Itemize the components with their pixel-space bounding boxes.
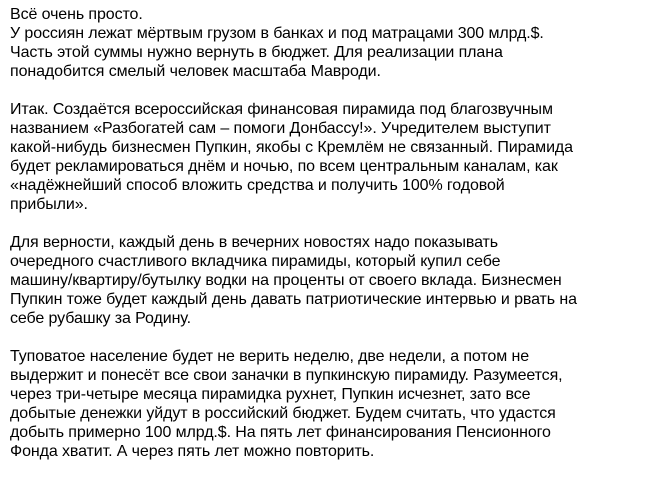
text-line: добытые денежки уйдут в российский бюджет. Будем считать, что удастся [10,405,556,422]
paragraph-outcome [10,347,642,461]
text-line: Пупкин тоже будет каждый день давать патриотические интервью и рвать на [10,291,577,308]
text-line: Туповатое население будет не верить неделю, две недели, а потом не [10,348,529,365]
text-line: Для верности, каждый день в вечерних новостях надо показывать [10,234,499,251]
text-line: машину/квартиру/бутылку водки на проценты от своего вклада. Бизнесмен [10,272,562,289]
text-line: Фонда хватит. А через пять лет можно повторить. [10,443,375,460]
document-body [10,5,642,480]
text-line: через три-четыре месяца пирамидка рухнет, Пупкин исчезнет, зато все [10,386,531,403]
text-line: Итак. Создаётся всероссийская финансовая пирамида под благозвучным [10,101,553,118]
text-line: У россиян лежат мёртвым грузом в банках и под матрацами 300 млрд.$. [10,25,544,42]
text-line: Часть этой суммы нужно вернуть в бюджет. Для реализации плана [10,44,503,61]
paragraph-plan [10,100,642,214]
text-line: «надёжнейший способ вложить средства и получить 100% годовой [10,177,505,194]
text-line: себе рубашку за Родину. [10,310,191,327]
text-line: Всё очень просто. [10,6,143,23]
text-line: прибыли». [10,196,88,213]
text-line: понадобится смелый человек масштаба Мавроди. [10,63,381,80]
text-line: названием «Разбогатей сам – помоги Донбассу!». Учредителем выступит [10,120,551,137]
text-line: добыть примерно 100 млрд.$. На пять лет финансирования Пенсионного [10,424,551,441]
text-line: очередного счастливого вкладчика пирамиды, который купил себе [10,253,501,270]
text-line: будет рекламироваться днём и ночью, по всем центральным каналам, как [10,158,558,175]
text-line: какой-нибудь бизнесмен Пупкин, якобы с Кремлём не связанный. Пирамида [10,139,573,156]
paragraph-intro [10,5,642,81]
paragraph-news [10,233,642,328]
text-line: выдержит и понесёт все свои заначки в пупкинскую пирамиду. Разумеется, [10,367,563,384]
